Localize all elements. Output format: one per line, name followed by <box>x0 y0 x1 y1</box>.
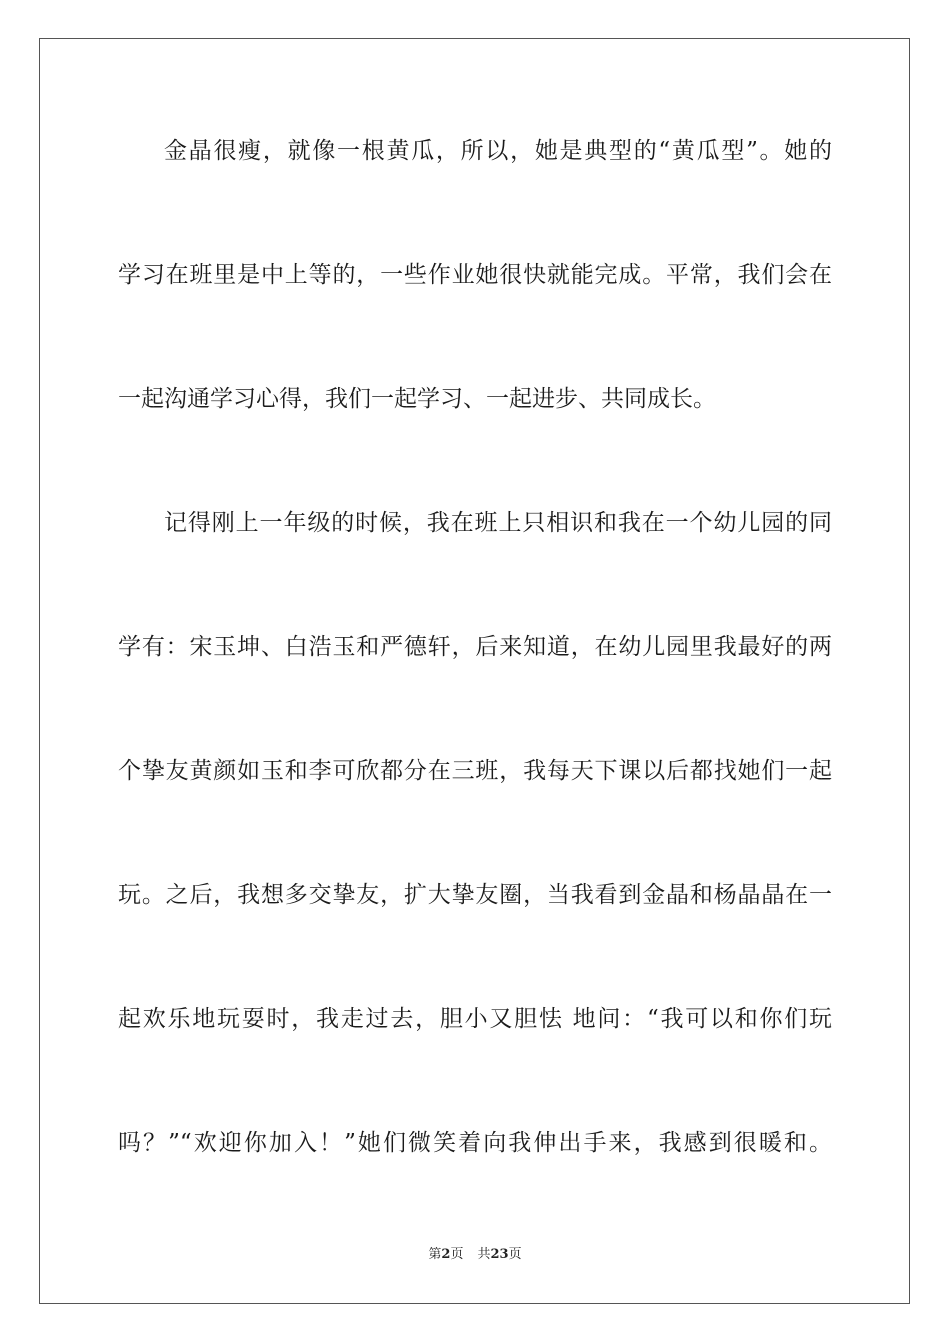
total-page-count: 23 <box>490 1247 509 1262</box>
paragraph-1-line-2: 学习在班里是中上等的，一些作业她很快就能完成。平常，我们会在 <box>118 262 832 288</box>
paragraph-2-line-2: 学有：宋玉坤、白浩玉和严德轩，后来知道，在幼儿园里我最好的两 <box>118 634 832 660</box>
page-number-label: 第2页 <box>428 1247 464 1262</box>
current-page-number: 2 <box>441 1247 451 1262</box>
paragraph-2-line-6: 吗？”“欢迎你加入！”她们微笑着向我伸出手来，我感到很暖和。 <box>118 1130 832 1156</box>
paragraph-1-line-1: 金晶很瘦，就像一根黄瓜，所以，她是典型的“黄瓜型”。她的 <box>164 138 832 164</box>
page-footer <box>0 1246 950 1264</box>
paragraph-2-line-4: 玩。之后，我想多交挚友，扩大挚友圈，当我看到金晶和杨晶晶在一 <box>118 882 832 908</box>
page-frame <box>39 38 910 1304</box>
total-pages-label: 共23页 <box>477 1247 522 1262</box>
paragraph-2-line-3: 个挚友黄颜如玉和李可欣都分在三班，我每天下课以后都找她们一起 <box>118 758 832 784</box>
paragraph-2-line-1: 记得刚上一年级的时候，我在班上只相识和我在一个幼儿园的同 <box>164 510 832 536</box>
paragraph-1-line-3: 一起沟通学习心得，我们一起学习、一起进步、共同成长。 <box>118 386 716 412</box>
paragraph-2-line-5: 起欢乐地玩耍时，我走过去，胆小又胆怯 地问：“我可以和你们玩 <box>118 1006 832 1032</box>
